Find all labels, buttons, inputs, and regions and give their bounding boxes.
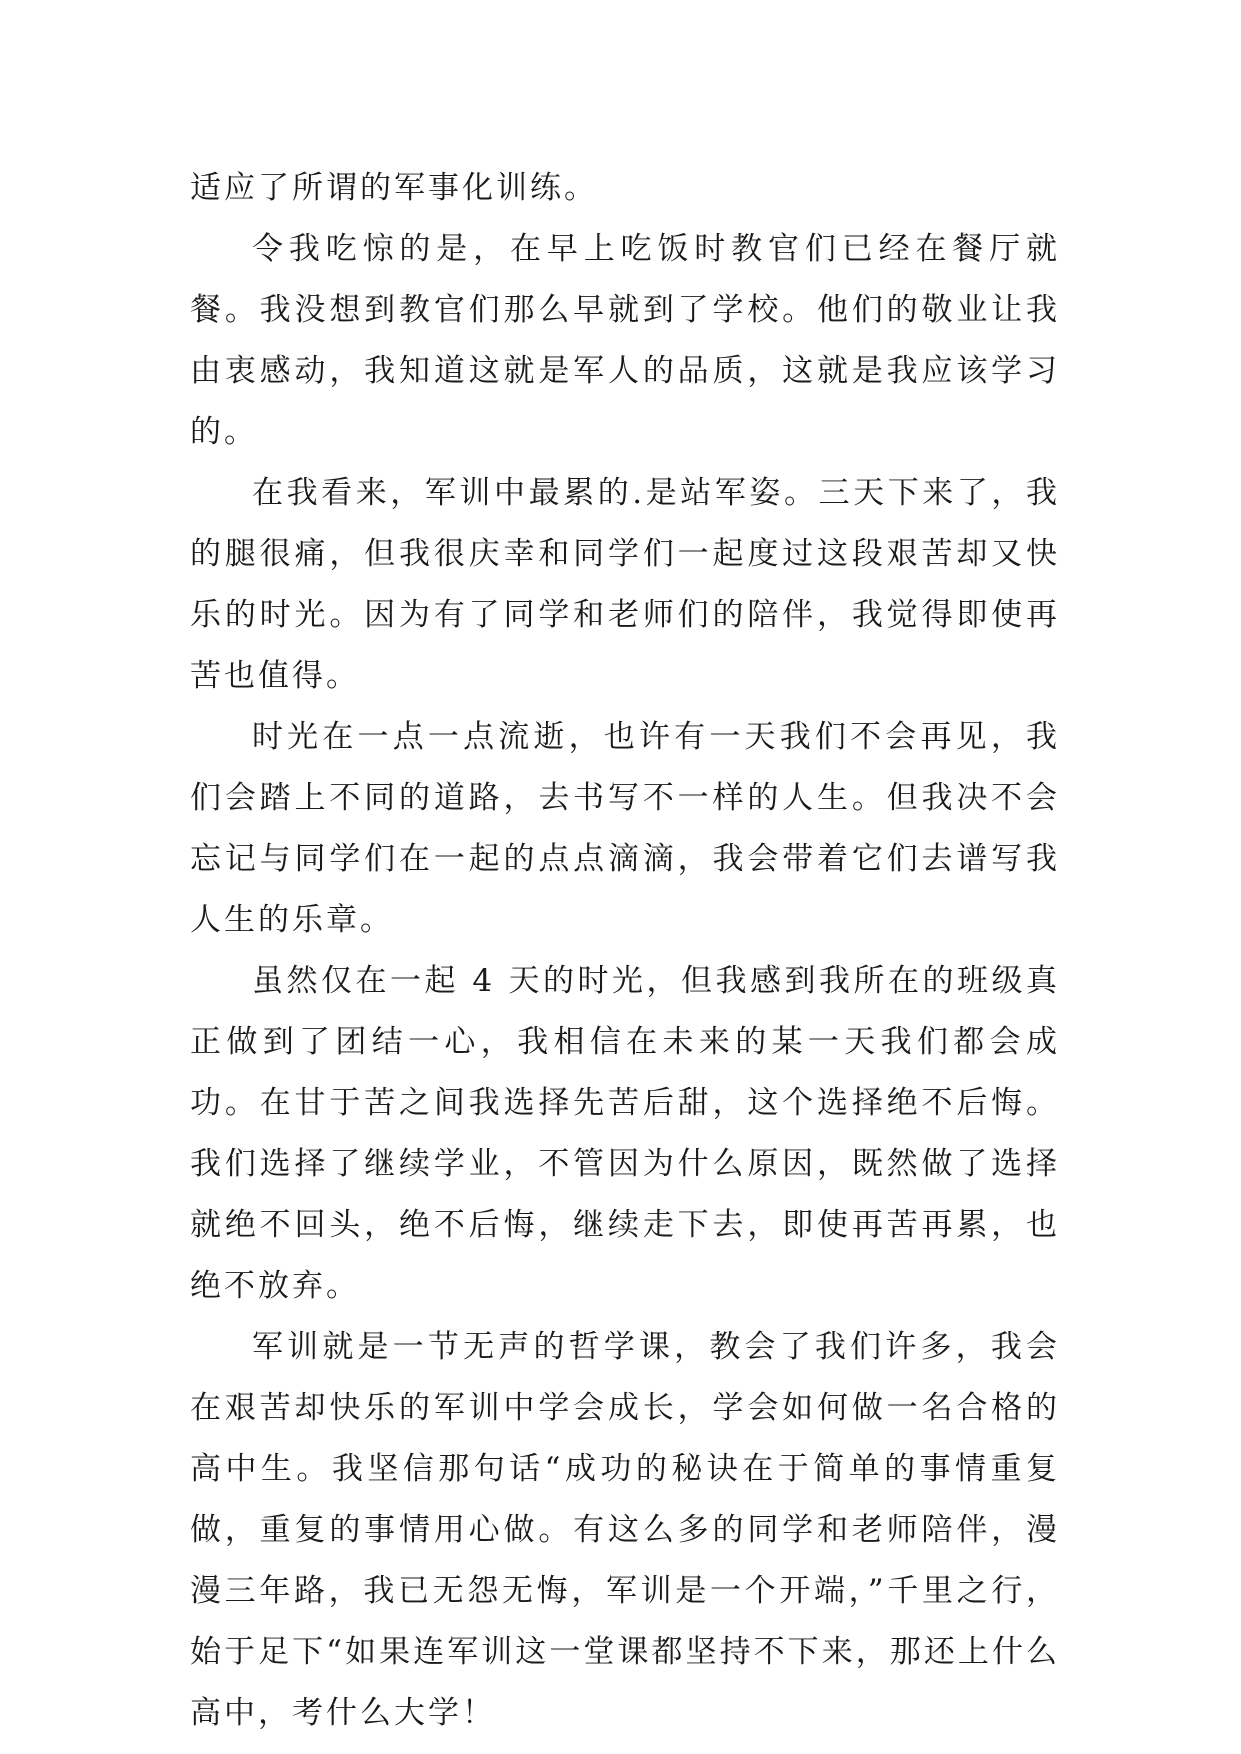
paragraph-4: 时光在一点一点流逝，也许有一天我们不会再见，我们会踏上不同的道路，去书写不一样的人生。但我决不会忘记与同学们在一起的点点滴滴，我会带着它们去谱写我人生的乐章。 — [190, 719, 1060, 938]
paragraph-2: 令我吃惊的是，在早上吃饭时教官们已经在餐厅就餐。我没想到教官们那么早就到了学校。他们的敬业让我由衷感动，我知道这就是军人的品质，这就是我应该学习的。 — [190, 231, 1060, 450]
document-body — [190, 158, 1060, 1744]
paragraph-5: 虽然仅在一起 4 天的时光，但我感到我所在的班级真正做到了团结一心，我相信在未来的某一天我们都会成功。在甘于苦之间我选择先苦后甜，这个选择绝不后悔。我们选择了继续学业，不管因为什么原因，既然做了选择就绝不回头，绝不后悔，继续走下去，即使再苦再累，也绝不放弃。 — [190, 963, 1060, 1304]
paragraph-6: 军训就是一节无声的哲学课，教会了我们许多，我会在艰苦却快乐的军训中学会成长，学会如何做一名合格的高中生。我坚信那句话“成功的秘诀在于简单的事情重复做，重复的事情用心做。有这么多的同学和老师陪伴，漫漫三年路，我已无怨无悔，军训是一个开端，”千里之行，始于足下“如果连军训这一堂课都坚持不下来，那还上什么高中，考什么大学！ — [190, 1329, 1060, 1731]
paragraph-1: 适应了所谓的军事化训练。 — [190, 170, 598, 206]
paragraph-3: 在我看来，军训中最累的.是站军姿。三天下来了，我的腿很痛，但我很庆幸和同学们一起度过这段艰苦却又快乐的时光。因为有了同学和老师们的陪伴，我觉得即使再苦也值得。 — [190, 475, 1060, 694]
